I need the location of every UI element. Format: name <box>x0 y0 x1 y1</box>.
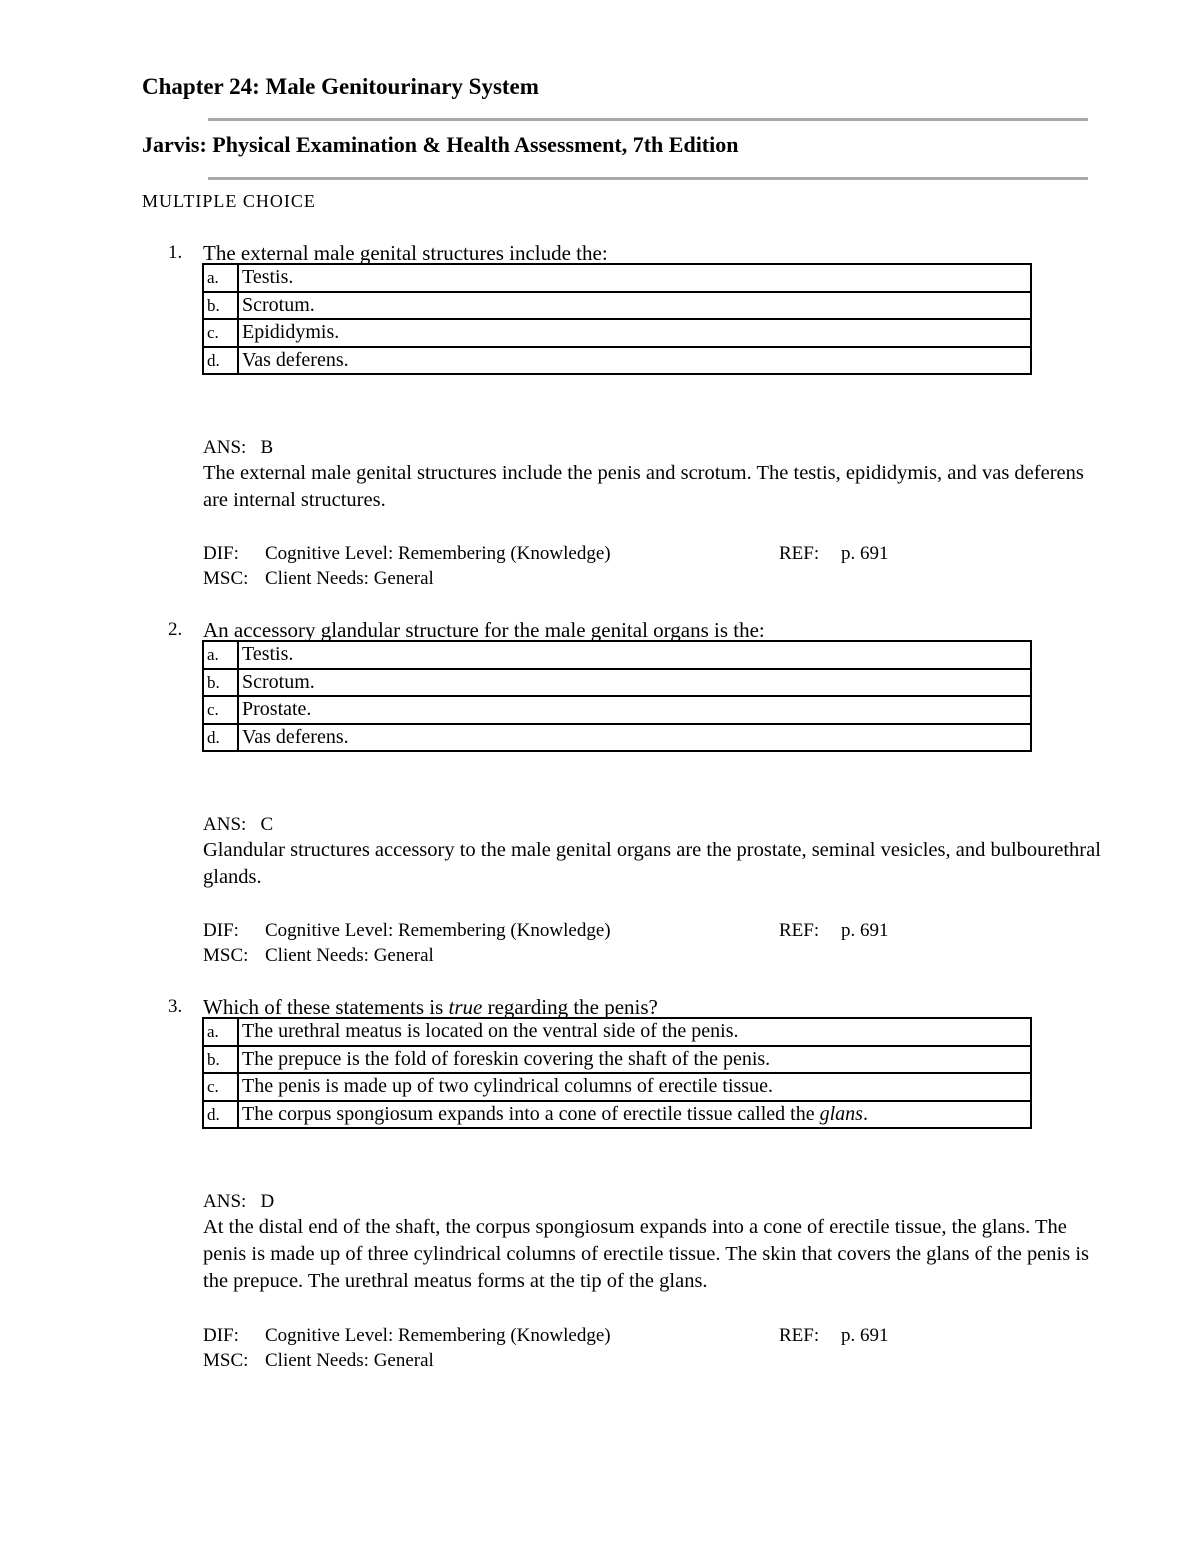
choices-table <box>202 1017 1032 1129</box>
choice-letter: c. <box>203 696 238 724</box>
question-stem: The external male genital structures include the: <box>203 241 608 265</box>
choice-emphasis: glans <box>819 1102 863 1125</box>
choice-text: The urethral meatus is located on the ventral side of the penis. <box>238 1018 1031 1046</box>
choice-text-part: The corpus spongiosum expands into a cone of erectile tissue called the <box>242 1102 820 1125</box>
answer-value: C <box>260 814 274 835</box>
answer-label: ANS: <box>203 437 247 458</box>
msc-label: MSC: <box>203 568 249 589</box>
choice-letter: d. <box>203 724 238 752</box>
answer-label: ANS: <box>203 1191 247 1212</box>
choice-letter: d. <box>203 1101 238 1129</box>
choice-row <box>203 669 1031 697</box>
choice-text: The prepuce is the fold of foreskin covering the shaft of the penis. <box>238 1046 1031 1074</box>
stem-text: Which of these statements is <box>203 995 449 1019</box>
choice-letter: c. <box>203 319 238 347</box>
msc-value: Client Needs: General <box>265 568 434 589</box>
choice-letter: b. <box>203 1046 238 1074</box>
rationale: The external male genital structures include the penis and scrotum. The testis, epididymis, and vas deferens are internal structures. <box>203 462 1084 511</box>
choice-text: Scrotum. <box>238 669 1031 697</box>
choice-row <box>203 696 1031 724</box>
choice-row <box>203 1101 1031 1129</box>
section-label: MULTIPLE CHOICE <box>142 191 316 211</box>
choice-text: The penis is made up of two cylindrical columns of erectile tissue. <box>238 1073 1031 1101</box>
ref-label: REF: <box>779 543 820 564</box>
choice-text <box>238 1101 1031 1129</box>
meta <box>203 1323 923 1373</box>
choice-row <box>203 1046 1031 1074</box>
choice-row <box>203 319 1031 347</box>
dif-value: Cognitive Level: Remembering (Knowledge) <box>265 1325 611 1346</box>
ref-label: REF: <box>779 1325 820 1346</box>
meta <box>203 918 923 968</box>
choice-text: Prostate. <box>238 696 1031 724</box>
choice-row <box>203 1073 1031 1101</box>
stem-emphasis: true <box>448 995 483 1019</box>
choice-row <box>203 292 1031 320</box>
ref-value: p. 691 <box>841 1325 889 1346</box>
dif-value: Cognitive Level: Remembering (Knowledge) <box>265 543 611 564</box>
choice-letter: b. <box>203 669 238 697</box>
choice-letter: c. <box>203 1073 238 1101</box>
question-stem <box>203 995 658 1019</box>
choice-text: Testis. <box>238 641 1031 669</box>
book-title: Jarvis: Physical Examination & Health Assessment, 7th Edition <box>142 132 739 157</box>
answer-value: B <box>260 437 274 458</box>
answer <box>203 436 273 460</box>
ref-value: p. 691 <box>841 543 889 564</box>
answer <box>203 1190 274 1214</box>
choice-text: Vas deferens. <box>238 724 1031 752</box>
answer-value: D <box>260 1191 275 1212</box>
dif-label: DIF: <box>203 543 239 564</box>
choices-table <box>202 263 1032 375</box>
choice-row <box>203 724 1031 752</box>
msc-label: MSC: <box>203 1350 249 1371</box>
rationale: At the distal end of the shaft, the corpus spongiosum expands into a cone of erectile tissue, the glans. The penis is made up of three cylindrical columns of erectile tissue. The skin that covers the glans of the penis is the prepuce. The urethral meatus forms at the tip of the glans. <box>203 1216 1090 1292</box>
choice-row <box>203 641 1031 669</box>
question-number: 2. <box>168 619 183 640</box>
choice-text: Epididymis. <box>238 319 1031 347</box>
choice-text-part: . <box>862 1102 868 1125</box>
answer <box>203 813 273 837</box>
answer-label: ANS: <box>203 814 247 835</box>
ref-label: REF: <box>779 920 820 941</box>
chapter-title: Chapter 24: Male Genitourinary System <box>142 74 539 99</box>
rationale: Glandular structures accessory to the male genital organs are the prostate, seminal vesicles, and bulbourethral glands. <box>203 839 1101 888</box>
dif-value: Cognitive Level: Remembering (Knowledge) <box>265 920 611 941</box>
question-number: 1. <box>168 242 183 263</box>
choice-row <box>203 1018 1031 1046</box>
question-number: 3. <box>168 996 183 1017</box>
stem-text: regarding the penis? <box>482 995 658 1019</box>
ref-value: p. 691 <box>841 920 889 941</box>
msc-label: MSC: <box>203 945 249 966</box>
msc-value: Client Needs: General <box>265 945 434 966</box>
choice-text: Vas deferens. <box>238 347 1031 375</box>
choice-letter: b. <box>203 292 238 320</box>
choice-row <box>203 347 1031 375</box>
choice-letter: d. <box>203 347 238 375</box>
choice-letter: a. <box>203 641 238 669</box>
choice-text: Scrotum. <box>238 292 1031 320</box>
choice-row <box>203 264 1031 292</box>
choices-table <box>202 640 1032 752</box>
choice-letter: a. <box>203 1018 238 1046</box>
dif-label: DIF: <box>203 1325 239 1346</box>
meta <box>203 541 923 591</box>
choice-text: Testis. <box>238 264 1031 292</box>
question-stem: An accessory glandular structure for the male genital organs is the: <box>203 618 765 642</box>
choice-letter: a. <box>203 264 238 292</box>
dif-label: DIF: <box>203 920 239 941</box>
header-divider <box>208 118 1088 121</box>
header-divider <box>208 177 1088 180</box>
msc-value: Client Needs: General <box>265 1350 434 1371</box>
